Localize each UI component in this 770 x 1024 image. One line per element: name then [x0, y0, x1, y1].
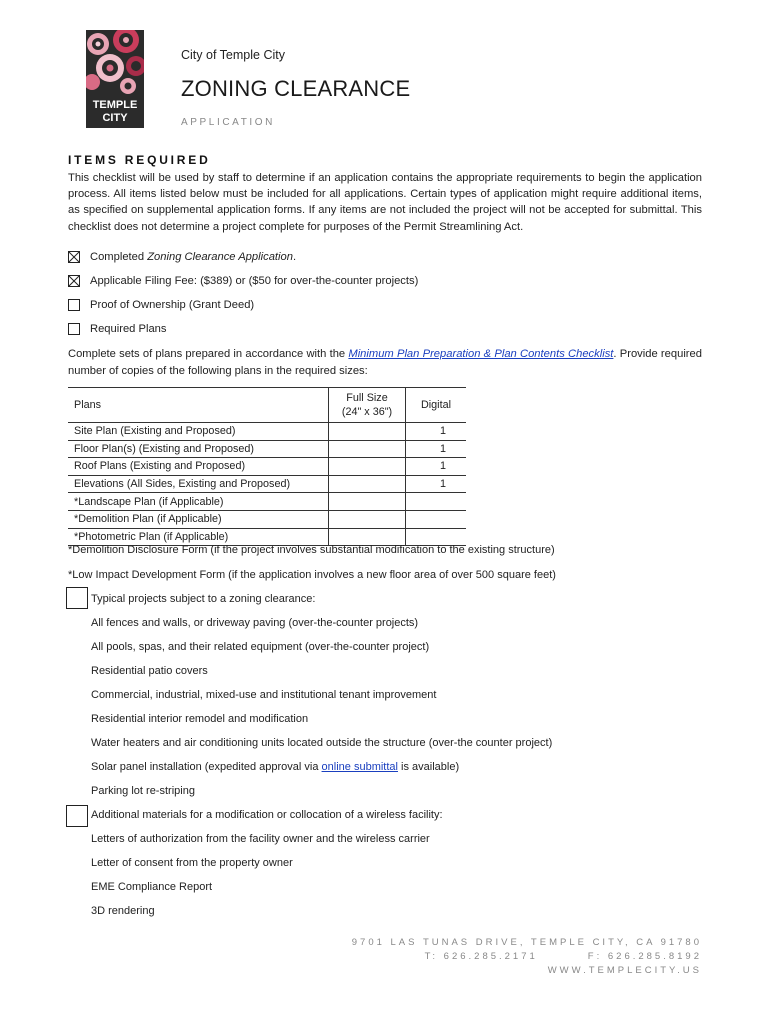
checklist-item-filing-fee: [68, 275, 418, 287]
table-row: Floor Plan(s) (Existing and Proposed) 1: [68, 440, 466, 458]
plans-intro: Complete sets of plans prepared in accordance with the Minimum Plan Preparation & Plan Contents Checklist. Provide required number of copies of the following plans in the required sizes:: [68, 348, 702, 377]
footer-phone: T: 626.285.2171: [424, 951, 538, 962]
table-row: Roof Plans (Existing and Proposed) 1: [68, 458, 466, 476]
table-row: Site Plan (Existing and Proposed) 1: [68, 423, 466, 441]
document-title: ZONING CLEARANCE: [181, 76, 411, 101]
list-item: Letters of authorization from the facility owner and the wireless carrier: [91, 833, 430, 845]
table-row: *Landscape Plan (if Applicable): [68, 493, 466, 511]
checklist-label-filing-fee: Applicable Filing Fee: ($389) or ($50 for over-the-counter projects): [90, 275, 419, 287]
plans-table-header: [68, 388, 466, 423]
checkbox-required-plans[interactable]: [68, 323, 80, 335]
logo-text-city: CITY: [102, 112, 128, 124]
list-item: EME Compliance Report: [91, 881, 213, 893]
organization-name: City of Temple City: [181, 48, 285, 62]
checklist-item-application: [68, 251, 296, 263]
wireless-facility-label: Additional materials for a modification or collocation of a wireless facility:: [91, 809, 443, 821]
header-full-size: Full Size (24" x 36"): [329, 388, 406, 423]
footer-website[interactable]: WWW.TEMPLECITY.US: [547, 965, 702, 976]
list-item: All fences and walls, or driveway paving (over-the-counter projects): [91, 617, 419, 629]
table-row: *Demolition Plan (if Applicable): [68, 510, 466, 528]
note-demolition-disclosure: *Demolition Disclosure Form (if the project involves substantial modification to the existing structure): [68, 544, 555, 556]
list-item: Commercial, industrial, mixed-use and institutional tenant improvement: [91, 689, 437, 701]
plans-table: [68, 387, 466, 546]
list-item: Residential patio covers: [91, 665, 208, 677]
checklist-label-ownership: Proof of Ownership (Grant Deed): [90, 299, 255, 311]
plan-checklist-link[interactable]: Minimum Plan Preparation & Plan Contents Checklist: [348, 348, 614, 360]
items-required-intro: This checklist will be used by staff to determine if an application contains the appropriate requirements to begin the application process. All items listed below must be included for all applications. Certain types of application might require additional items, as specified on supplemental application forms. If any items are not included the project will not be accepted for submittal. This checklist does not determine a project complete for purposes of the Permit Streamlining Act.: [68, 172, 702, 233]
items-required-heading: ITEMS REQUIRED: [68, 153, 211, 167]
footer-address: 9701 LAS TUNAS DRIVE, TEMPLE CITY, CA 91780: [351, 937, 702, 948]
list-item: 3D rendering: [91, 905, 155, 917]
list-item: Parking lot re-striping: [91, 785, 195, 797]
checkbox-wireless-facility[interactable]: [66, 805, 88, 827]
checklist-item-required-plans: [68, 323, 167, 335]
list-item: Residential interior remodel and modification: [91, 713, 309, 725]
checklist-label-application: Completed Zoning Clearance Application.: [90, 251, 297, 263]
checkbox-ownership[interactable]: [68, 299, 80, 311]
footer-fax: F: 626.285.8192: [587, 951, 702, 962]
logo-text-temple: TEMPLE: [92, 99, 138, 111]
online-submittal-link[interactable]: online submittal: [321, 761, 398, 773]
checklist-label-required-plans: Required Plans: [90, 323, 167, 335]
header-plans: Plans: [74, 399, 102, 411]
note-low-impact: *Low Impact Development Form (if the application involves a new floor area of over 500 square feet): [68, 569, 556, 581]
checkbox-application[interactable]: [68, 251, 80, 263]
document-subtitle: APPLICATION: [181, 117, 275, 128]
table-row: *Photometric Plan (if Applicable): [68, 528, 466, 546]
checkbox-filing-fee[interactable]: [68, 275, 80, 287]
list-item-solar: Solar panel installation (expedited approval via online submittal is available): [91, 761, 460, 773]
typical-projects-label: Typical projects subject to a zoning clearance:: [91, 593, 316, 605]
checkbox-typical-projects[interactable]: [66, 587, 88, 609]
checklist-item-ownership: [68, 299, 254, 311]
list-item: All pools, spas, and their related equipment (over-the-counter project): [91, 641, 430, 653]
list-item: Letter of consent from the property owner: [91, 857, 293, 869]
footer-phone-fax: [425, 951, 702, 962]
temple-city-logo: [86, 30, 144, 128]
table-row: Elevations (All Sides, Existing and Proposed) 1: [68, 475, 466, 493]
list-item: Water heaters and air conditioning units located outside the structure (over-the counter project): [91, 737, 553, 749]
header-digital: Digital: [420, 399, 451, 411]
